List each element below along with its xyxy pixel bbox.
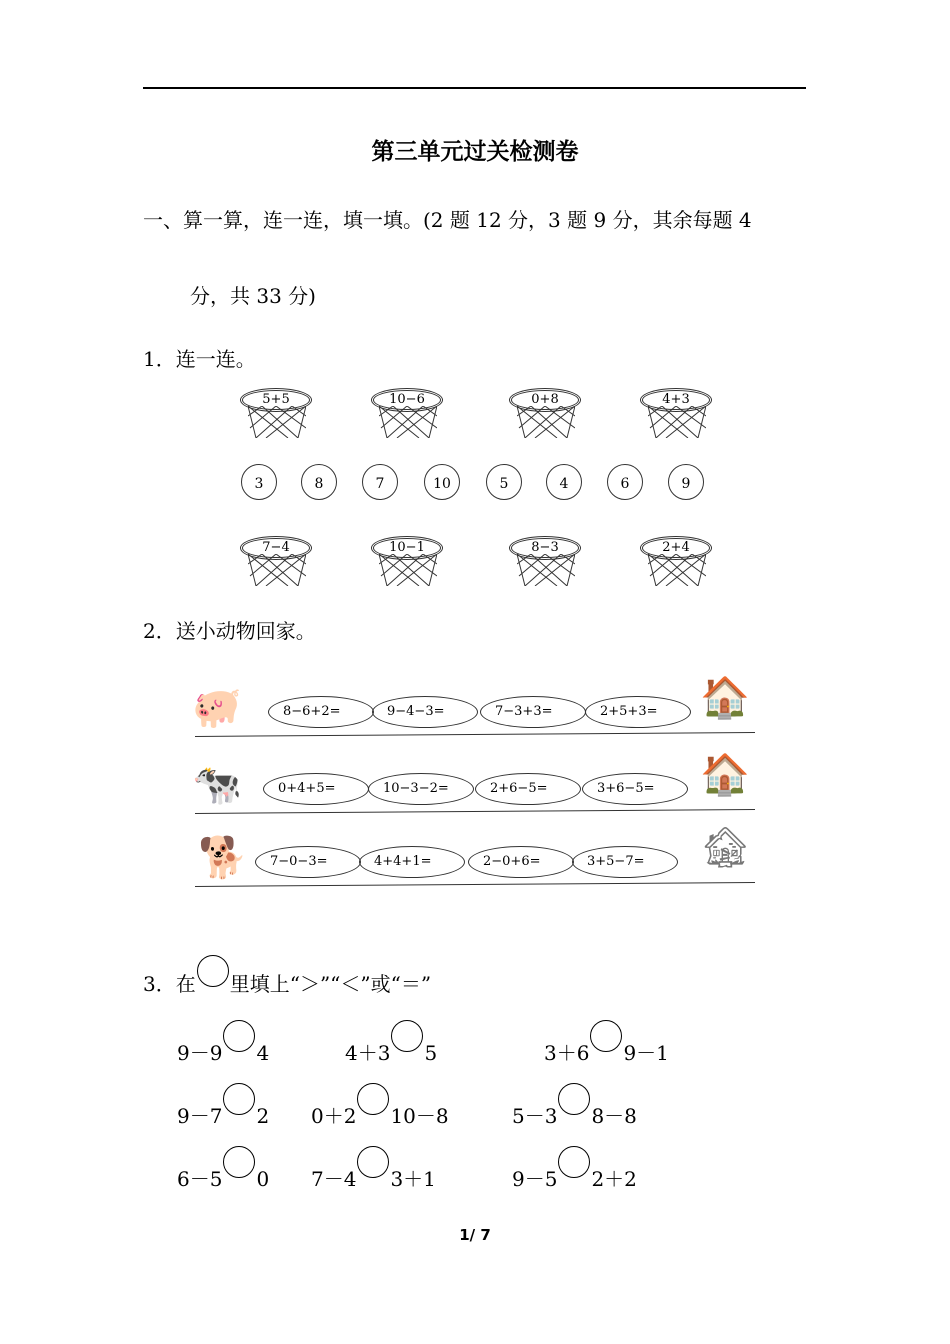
right-expression: 0 xyxy=(256,1167,270,1191)
basketball-hoop xyxy=(509,388,581,438)
comparison-item xyxy=(512,1146,637,1192)
basketball: 9 xyxy=(668,464,704,500)
comparison-item xyxy=(177,1146,269,1192)
expression-oval: 4+4+1= xyxy=(359,846,465,878)
expression-oval: 8−6+2= xyxy=(268,696,374,728)
pig-icon: 🐖 xyxy=(192,685,242,731)
road-line xyxy=(195,732,755,738)
basketball-hoop xyxy=(640,536,712,586)
answer-circle[interactable] xyxy=(391,1020,423,1052)
expression-oval: 10−3−2= xyxy=(368,773,474,805)
right-expression: 10－8 xyxy=(390,1104,449,1128)
comparison-item xyxy=(177,1083,269,1129)
comparison-item xyxy=(512,1083,637,1129)
expression-oval: 2+6−5= xyxy=(475,773,581,805)
left-expression: 9－7 xyxy=(177,1104,223,1128)
basketball: 10 xyxy=(424,464,460,500)
expression-oval: 0+4+5= xyxy=(263,773,369,805)
q3-label xyxy=(143,955,431,997)
answer-circle[interactable] xyxy=(223,1020,255,1052)
left-expression: 4＋3 xyxy=(345,1041,391,1065)
answer-circle[interactable] xyxy=(558,1083,590,1115)
basketball-hoop xyxy=(240,388,312,438)
basketball-hoop xyxy=(371,536,443,586)
left-expression: 9－5 xyxy=(512,1167,558,1191)
answer-circle[interactable] xyxy=(223,1083,255,1115)
hoop-expression: 7−4 xyxy=(240,536,312,560)
expression-oval: 2+5+3= xyxy=(585,696,691,728)
q3-label-post: 里填上“＞”“＜”或“＝” xyxy=(229,972,432,996)
left-expression: 7－4 xyxy=(311,1167,357,1191)
right-expression: 2 xyxy=(256,1104,270,1128)
road-line xyxy=(195,809,755,815)
basketball: 7 xyxy=(362,464,398,500)
q2-label: 2．送小动物回家。 xyxy=(143,619,316,643)
page-title: 第三单元过关检测卷 xyxy=(371,139,579,165)
hoop-expression: 8−3 xyxy=(509,536,581,560)
comparison-item xyxy=(311,1146,436,1192)
left-expression: 0＋2 xyxy=(311,1104,357,1128)
q1-label: 1．连一连。 xyxy=(143,347,256,371)
q3-label-pre: 3．在 xyxy=(143,972,196,996)
basketball: 8 xyxy=(301,464,337,500)
hoop-expression: 4+3 xyxy=(640,388,712,412)
expression-oval: 9−4−3= xyxy=(372,696,478,728)
circle-icon xyxy=(197,955,229,987)
answer-circle[interactable] xyxy=(590,1020,622,1052)
dog-icon: 🐕 xyxy=(198,835,248,881)
basketball: 6 xyxy=(607,464,643,500)
hoop-expression: 10−1 xyxy=(371,536,443,560)
comparison-item xyxy=(311,1083,449,1129)
right-expression: 2＋2 xyxy=(591,1167,637,1191)
comparison-item xyxy=(177,1020,269,1066)
hoop-expression: 10−6 xyxy=(371,388,443,412)
house-icon: 🏠 xyxy=(700,752,750,798)
basketball-hoop xyxy=(240,536,312,586)
right-expression: 8－8 xyxy=(591,1104,637,1128)
page-number: 1/ 7 xyxy=(459,1226,491,1244)
basketball: 3 xyxy=(241,464,277,500)
expression-oval: 3+5−7= xyxy=(572,846,678,878)
basketball-hoop xyxy=(640,388,712,438)
hoop-expression: 5+5 xyxy=(240,388,312,412)
answer-circle[interactable] xyxy=(357,1083,389,1115)
right-expression: 9－1 xyxy=(623,1041,669,1065)
basketball: 4 xyxy=(546,464,582,500)
right-expression: 5 xyxy=(424,1041,438,1065)
comparison-item xyxy=(544,1020,669,1066)
left-expression: 3＋6 xyxy=(544,1041,590,1065)
left-expression: 9－9 xyxy=(177,1041,223,1065)
comparison-item xyxy=(345,1020,437,1066)
section-heading-cont: 分，共 33 分) xyxy=(190,284,316,308)
right-expression: 3＋1 xyxy=(390,1167,436,1191)
cow-icon: 🐄 xyxy=(192,762,242,808)
section-heading: 一、算一算，连一连，填一填。(2 题 12 分，3 题 9 分，其余每题 4 xyxy=(143,208,752,232)
left-expression: 5－3 xyxy=(512,1104,558,1128)
expression-oval: 7−3+3= xyxy=(480,696,586,728)
basketball-hoop xyxy=(509,536,581,586)
answer-circle[interactable] xyxy=(558,1146,590,1178)
answer-circle[interactable] xyxy=(223,1146,255,1178)
expression-oval: 3+6−5= xyxy=(582,773,688,805)
right-expression: 4 xyxy=(256,1041,270,1065)
expression-oval: 2−0+6= xyxy=(468,846,574,878)
house-icon: 🏠 xyxy=(700,675,750,721)
basketball: 5 xyxy=(486,464,522,500)
left-expression: 6－5 xyxy=(177,1167,223,1191)
header-rule xyxy=(143,87,806,89)
hoop-expression: 2+4 xyxy=(640,536,712,560)
expression-oval: 7−0−3= xyxy=(255,846,361,878)
house-icon: 🏚 xyxy=(700,825,751,871)
basketball-hoop xyxy=(371,388,443,438)
hoop-expression: 0+8 xyxy=(509,388,581,412)
answer-circle[interactable] xyxy=(357,1146,389,1178)
road-line xyxy=(195,882,755,888)
